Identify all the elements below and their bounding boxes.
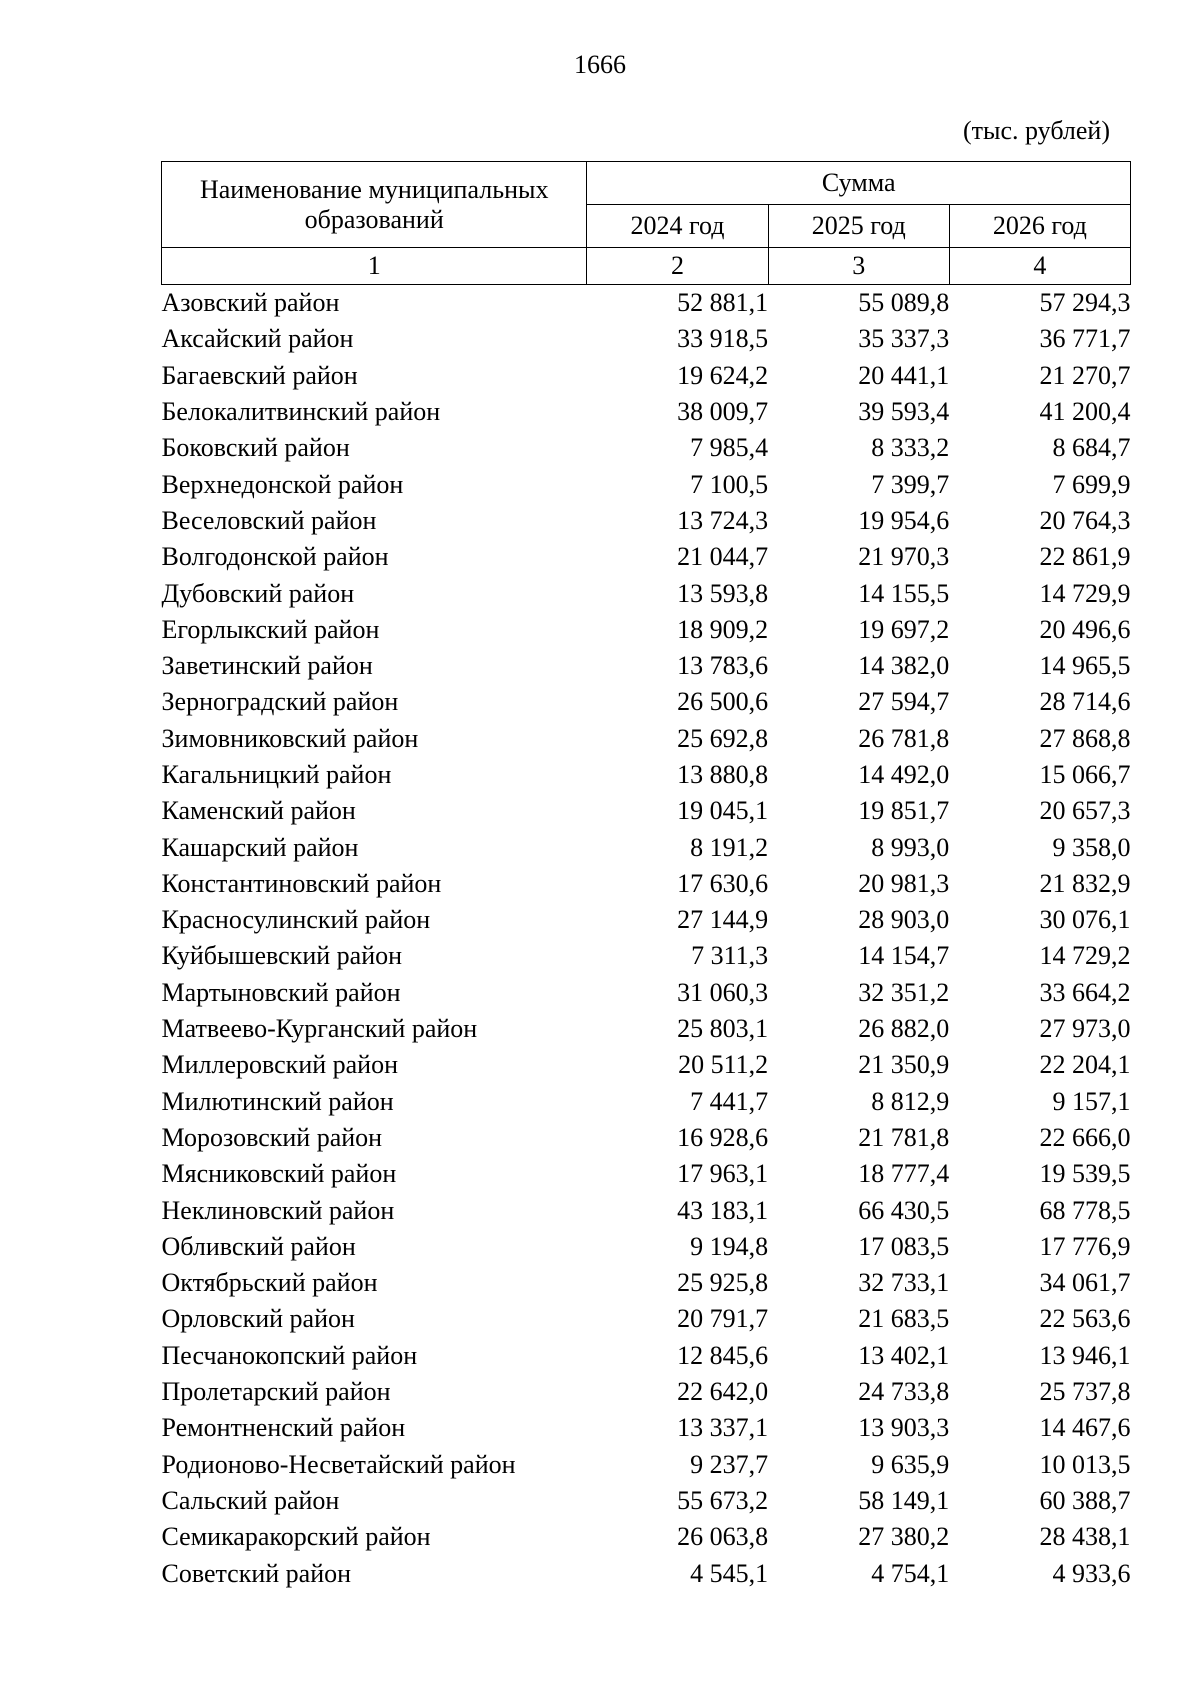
- budget-table: [161, 161, 1131, 1592]
- value-2025: 20 981,3: [858, 868, 950, 898]
- value-2026: 7 699,9: [1052, 469, 1131, 499]
- municipality-name: Обливский район: [161, 1231, 356, 1261]
- value-2026: 60 388,7: [1039, 1485, 1131, 1515]
- page-number: 1666: [574, 50, 626, 79]
- value-2026: 21 270,7: [1039, 360, 1131, 390]
- value-2026: 9 358,0: [1052, 832, 1131, 862]
- value-2024: 26 500,6: [677, 687, 769, 717]
- value-2025: 66 430,5: [858, 1195, 950, 1225]
- value-2024: 7 100,5: [690, 469, 769, 499]
- header-sum: Сумма: [587, 162, 1131, 205]
- municipality-name: Азовский район: [161, 288, 340, 318]
- table-row: [162, 829, 1131, 865]
- value-2024: 16 928,6: [677, 1122, 769, 1152]
- value-2026: 19 539,5: [1039, 1159, 1131, 1189]
- value-2026: 68 778,5: [1039, 1195, 1131, 1225]
- municipality-name: Дубовский район: [161, 578, 355, 608]
- column-number-2: 2: [587, 248, 768, 285]
- table-row: [162, 721, 1131, 757]
- municipality-name: Пролетарский район: [161, 1377, 391, 1407]
- value-2025: 39 593,4: [858, 397, 950, 427]
- value-2024: 22 642,0: [677, 1377, 769, 1407]
- value-2026: 41 200,4: [1039, 397, 1131, 427]
- value-2025: 21 683,5: [858, 1304, 950, 1334]
- value-2025: 13 402,1: [858, 1340, 950, 1370]
- value-2026: 30 076,1: [1039, 905, 1131, 935]
- table-row: [162, 539, 1131, 575]
- units-label: (тыс. рублей): [962, 116, 1110, 145]
- table-row: [162, 1192, 1131, 1228]
- value-2024: 19 045,1: [677, 796, 769, 826]
- table-row: [162, 757, 1131, 793]
- table-row: [162, 1084, 1131, 1120]
- table-row: [162, 1410, 1131, 1446]
- value-2024: 8 191,2: [690, 832, 769, 862]
- value-2026: 20 764,3: [1039, 505, 1131, 535]
- value-2024: 27 144,9: [677, 905, 769, 935]
- value-2024: 55 673,2: [677, 1485, 769, 1515]
- value-2025: 32 733,1: [858, 1268, 950, 1298]
- value-2026: 33 664,2: [1039, 977, 1131, 1007]
- value-2024: 9 237,7: [690, 1449, 769, 1479]
- municipality-name: Зимовниковский район: [161, 723, 419, 753]
- value-2026: 27 973,0: [1039, 1014, 1131, 1044]
- value-2026: 4 933,6: [1052, 1558, 1131, 1588]
- table-row: [162, 1301, 1131, 1337]
- value-2025: 27 594,7: [858, 687, 950, 717]
- value-2024: 7 311,3: [691, 941, 769, 971]
- table-row: [162, 394, 1131, 430]
- value-2025: 14 154,7: [858, 941, 950, 971]
- value-2025: 14 382,0: [858, 651, 950, 681]
- value-2025: 28 903,0: [858, 905, 950, 935]
- value-2026: 57 294,3: [1039, 288, 1131, 318]
- value-2025: 17 083,5: [858, 1231, 950, 1261]
- value-2024: 20 511,2: [678, 1050, 769, 1080]
- table-row: [162, 612, 1131, 648]
- value-2025: 27 380,2: [858, 1522, 950, 1552]
- municipality-name: Верхнедонской район: [161, 469, 404, 499]
- table-body: [162, 285, 1131, 1592]
- table-row: [162, 1229, 1131, 1265]
- table-row: [162, 358, 1131, 394]
- value-2026: 14 965,5: [1039, 651, 1131, 681]
- value-2025: 19 851,7: [858, 796, 950, 826]
- value-2024: 12 845,6: [677, 1340, 769, 1370]
- municipality-name: Белокалитвинский район: [161, 397, 441, 427]
- value-2024: 25 692,8: [677, 723, 769, 753]
- table-row: [162, 938, 1131, 974]
- value-2024: 52 881,1: [677, 288, 769, 318]
- value-2026: 14 729,9: [1039, 578, 1131, 608]
- value-2025: 13 903,3: [858, 1413, 950, 1443]
- header-name-line1: Наименование муниципальных: [199, 174, 549, 204]
- municipality-name: Боковский район: [161, 433, 350, 463]
- table-row: [162, 1374, 1131, 1410]
- table-row: [162, 1338, 1131, 1374]
- municipality-name: Неклиновский район: [161, 1195, 395, 1225]
- table-row: [162, 1519, 1131, 1555]
- column-number-3: 3: [768, 248, 949, 285]
- value-2025: 19 697,2: [858, 614, 950, 644]
- table-row: [162, 503, 1131, 539]
- value-2026: 36 771,7: [1039, 324, 1131, 354]
- table-row: [162, 975, 1131, 1011]
- header-year-2026: 2026 год: [949, 205, 1130, 248]
- municipality-name: Родионово-Несветайский район: [161, 1449, 516, 1479]
- value-2026: 22 666,0: [1039, 1122, 1131, 1152]
- value-2026: 22 861,9: [1039, 542, 1131, 572]
- value-2024: 38 009,7: [677, 397, 769, 427]
- value-2026: 9 157,1: [1052, 1086, 1131, 1116]
- header-municipality-name: [162, 162, 587, 248]
- column-number-1: 1: [162, 248, 587, 285]
- value-2025: 21 970,3: [858, 542, 950, 572]
- table-row: [162, 684, 1131, 720]
- municipality-name: Заветинский район: [161, 651, 373, 681]
- value-2026: 22 204,1: [1039, 1050, 1131, 1080]
- value-2026: 27 868,8: [1039, 723, 1131, 753]
- value-2024: 20 791,7: [677, 1304, 769, 1334]
- value-2025: 20 441,1: [858, 360, 950, 390]
- table-row: [162, 466, 1131, 502]
- header-name-line2: образований: [304, 204, 444, 234]
- value-2025: 18 777,4: [858, 1159, 950, 1189]
- municipality-name: Миллеровский район: [161, 1050, 399, 1080]
- value-2025: 9 635,9: [871, 1449, 950, 1479]
- value-2026: 14 467,6: [1039, 1413, 1131, 1443]
- table-row: [162, 1156, 1131, 1192]
- municipality-name: Аксайский район: [161, 324, 354, 354]
- value-2024: 33 918,5: [677, 324, 769, 354]
- value-2024: 4 545,1: [690, 1558, 769, 1588]
- value-2026: 13 946,1: [1039, 1340, 1131, 1370]
- value-2024: 25 925,8: [677, 1268, 769, 1298]
- municipality-name: Зерноградский район: [161, 687, 399, 717]
- value-2026: 14 729,2: [1039, 941, 1131, 971]
- value-2025: 7 399,7: [871, 469, 950, 499]
- value-2024: 21 044,7: [677, 542, 769, 572]
- value-2024: 17 963,1: [677, 1159, 769, 1189]
- value-2026: 28 438,1: [1039, 1522, 1131, 1552]
- municipality-name: Красносулинский район: [161, 905, 431, 935]
- table-row: [162, 1447, 1131, 1483]
- municipality-name: Константиновский район: [161, 868, 442, 898]
- municipality-name: Морозовский район: [161, 1122, 383, 1152]
- value-2024: 7 985,4: [690, 433, 769, 463]
- municipality-name: Ремонтненский район: [161, 1413, 406, 1443]
- value-2026: 22 563,6: [1039, 1304, 1131, 1334]
- municipality-name: Милютинский район: [161, 1086, 394, 1116]
- table-row: [162, 648, 1131, 684]
- value-2026: 8 684,7: [1052, 433, 1131, 463]
- municipality-name: Веселовский район: [161, 505, 377, 535]
- municipality-name: Октябрьский район: [161, 1268, 378, 1298]
- value-2025: 4 754,1: [871, 1558, 950, 1588]
- value-2024: 13 783,6: [677, 651, 769, 681]
- table-header: [162, 162, 1131, 285]
- value-2026: 15 066,7: [1039, 760, 1131, 789]
- value-2025: 35 337,3: [858, 324, 950, 354]
- value-2025: 26 781,8: [858, 723, 950, 753]
- value-2026: 17 776,9: [1039, 1231, 1131, 1261]
- municipality-name: Орловский район: [161, 1304, 355, 1334]
- municipality-name: Кагальницкий район: [161, 760, 392, 789]
- value-2024: 7 441,7: [690, 1086, 769, 1116]
- table-row: [162, 793, 1131, 829]
- table-row: [162, 902, 1131, 938]
- value-2024: 13 724,3: [677, 505, 769, 535]
- header-year-2024: 2024 год: [587, 205, 768, 248]
- municipality-name: Кашарский район: [161, 832, 359, 862]
- value-2025: 24 733,8: [858, 1377, 950, 1407]
- table-row: [162, 1483, 1131, 1519]
- table-row: [162, 1047, 1131, 1083]
- table-row: [162, 285, 1131, 322]
- value-2026: 20 496,6: [1039, 614, 1131, 644]
- table-row: [162, 1120, 1131, 1156]
- value-2024: 17 630,6: [677, 868, 769, 898]
- table-row: [162, 575, 1131, 611]
- value-2025: 21 781,8: [858, 1122, 950, 1152]
- value-2026: 34 061,7: [1039, 1268, 1131, 1298]
- table-row: [162, 866, 1131, 902]
- municipality-name: Куйбышевский район: [161, 941, 403, 971]
- value-2025: 26 882,0: [858, 1014, 950, 1044]
- municipality-name: Каменский район: [161, 796, 356, 826]
- value-2024: 19 624,2: [677, 360, 769, 390]
- value-2026: 21 832,9: [1039, 868, 1131, 898]
- municipality-name: Егорлыкский район: [161, 614, 380, 644]
- table-row: [162, 321, 1131, 357]
- municipality-name: Волгодонской район: [161, 542, 389, 572]
- value-2024: 13 337,1: [677, 1413, 769, 1443]
- value-2024: 25 803,1: [677, 1014, 769, 1044]
- municipality-name: Песчанокопский район: [161, 1340, 418, 1370]
- municipality-name: Матвеево-Курганский район: [161, 1014, 478, 1044]
- value-2025: 8 993,0: [871, 832, 950, 862]
- value-2025: 58 149,1: [858, 1485, 950, 1515]
- value-2026: 28 714,6: [1039, 687, 1131, 717]
- value-2025: 8 812,9: [871, 1086, 950, 1116]
- table-row: [162, 1011, 1131, 1047]
- value-2026: 10 013,5: [1039, 1449, 1131, 1479]
- value-2025: 32 351,2: [858, 977, 950, 1007]
- value-2024: 9 194,8: [690, 1231, 769, 1261]
- table-row: [162, 430, 1131, 466]
- value-2026: 20 657,3: [1039, 796, 1131, 826]
- value-2025: 8 333,2: [871, 433, 950, 463]
- municipality-name: Мясниковский район: [161, 1159, 397, 1189]
- municipality-name: Советский район: [161, 1558, 352, 1588]
- value-2025: 14 492,0: [858, 760, 950, 789]
- municipality-name: Сальский район: [161, 1485, 340, 1515]
- municipality-name: Семикаракорский район: [161, 1522, 431, 1552]
- value-2024: 13 880,8: [677, 760, 769, 789]
- table-row: [162, 1265, 1131, 1301]
- value-2024: 31 060,3: [677, 977, 769, 1007]
- value-2024: 18 909,2: [677, 614, 769, 644]
- column-number-4: 4: [949, 248, 1130, 285]
- municipality-name: Мартыновский район: [161, 977, 401, 1007]
- value-2024: 43 183,1: [677, 1195, 769, 1225]
- value-2025: 55 089,8: [858, 288, 950, 318]
- value-2025: 14 155,5: [858, 578, 950, 608]
- table-row: [162, 1555, 1131, 1591]
- header-year-2025: 2025 год: [768, 205, 949, 248]
- value-2025: 19 954,6: [858, 505, 950, 535]
- value-2024: 26 063,8: [677, 1522, 769, 1552]
- value-2025: 21 350,9: [858, 1050, 950, 1080]
- value-2024: 13 593,8: [677, 578, 769, 608]
- municipality-name: Багаевский район: [161, 360, 358, 390]
- value-2026: 25 737,8: [1039, 1377, 1131, 1407]
